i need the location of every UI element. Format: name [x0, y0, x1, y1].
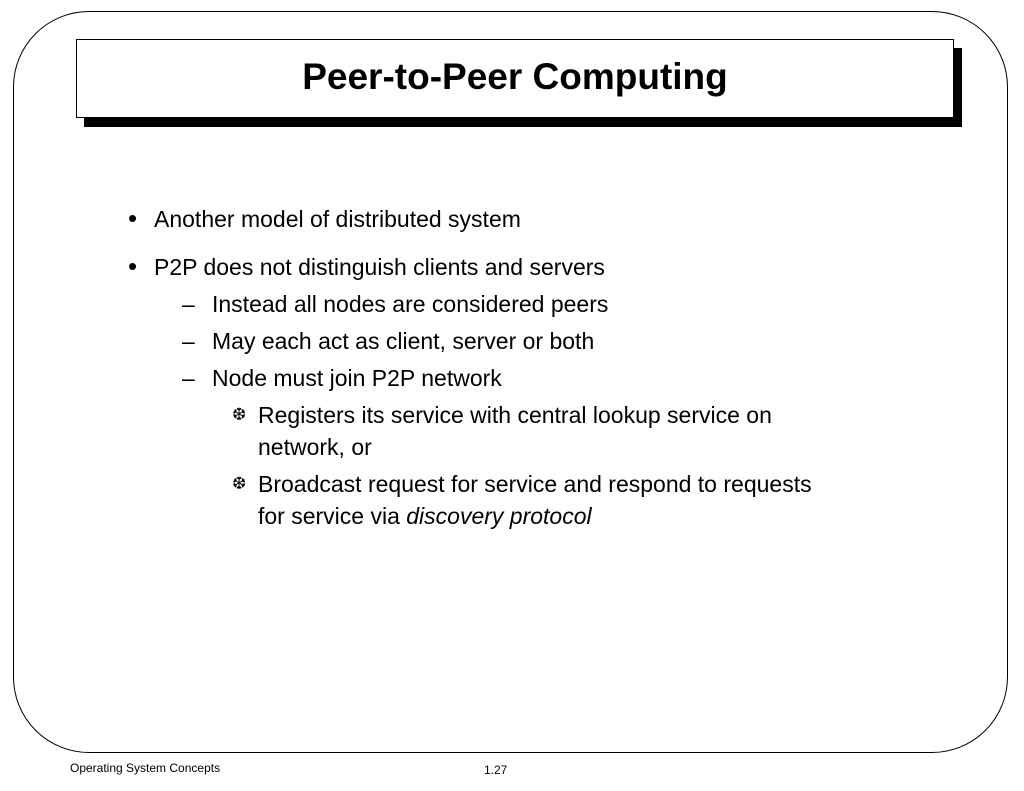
snowflake-bullet-icon: ❆	[232, 474, 247, 493]
sub-bullet-text: Node must join P2P network	[212, 365, 502, 391]
bullet-dot-icon: •	[128, 203, 138, 233]
title-box	[76, 39, 954, 118]
bullet-dot-icon: •	[128, 251, 138, 281]
footer-course-title: Operating System Concepts	[70, 761, 221, 775]
text-plain: for service via	[258, 503, 407, 529]
sub-bullet-text: May each act as client, server or both	[212, 328, 595, 354]
bullet-text: Another model of distributed system	[154, 206, 521, 232]
snowflake-bullet-icon: ❆	[232, 405, 247, 424]
sub-sub-bullet-text	[258, 399, 772, 463]
text-line: Registers its service with central lookup service on	[258, 402, 772, 428]
dash-icon: –	[182, 365, 195, 391]
sub-sub-bullet-item	[0, 399, 1024, 463]
dash-icon: –	[182, 291, 195, 317]
sub-bullet-text: Instead all nodes are considered peers	[212, 291, 609, 317]
slide-title: Peer-to-Peer Computing	[302, 55, 728, 97]
sub-sub-bullet-item	[0, 468, 1024, 532]
dash-icon: –	[182, 328, 195, 354]
text-line-mixed	[258, 500, 812, 532]
emphasized-term: discovery protocol	[406, 503, 592, 529]
text-line: network, or	[258, 434, 372, 460]
footer-page-number: 1.27	[484, 763, 508, 777]
bullet-text: P2P does not distinguish clients and servers	[154, 254, 605, 280]
sub-sub-bullet-text	[258, 468, 812, 532]
text-line: Broadcast request for service and respond to requests	[258, 471, 812, 497]
